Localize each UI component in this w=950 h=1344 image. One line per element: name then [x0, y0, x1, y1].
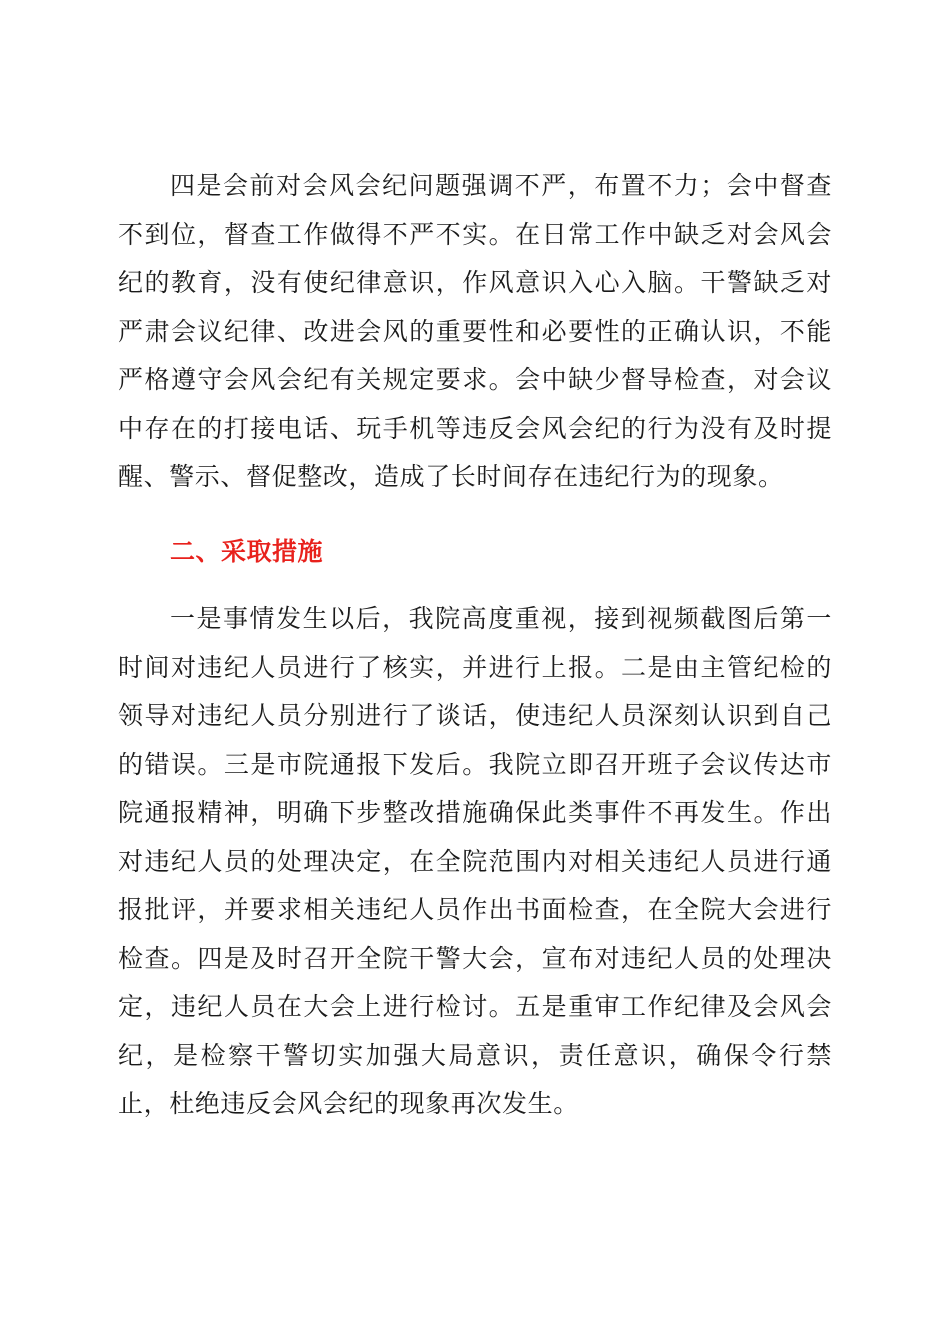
section-heading-measures: 二、采取措施: [170, 537, 324, 566]
body-paragraph-issue-four: 四是会前对会风会纪问题强调不严，布置不力；会中督查不到位，督查工作做得不严不实。在日常工作中缺乏对会风会纪的教育，没有使纪律意识，作风意识入心入脑。干警缺乏对严肃会议纪律、改进会风的重要性和必要性的正确认识，不能严格遵守会风会纪有关规定要求。会中缺少督导检查，对会议中存在的打接电话、玩手机等违反会风会纪的行为没有及时提醒、警示、督促整改，造成了长时间存在违纪行为的现象。: [118, 171, 832, 491]
body-paragraph-measures: 一是事情发生以后，我院高度重视，接到视频截图后第一时间对违纪人员进行了核实，并进行上报。二是由主管纪检的领导对违纪人员分别进行了谈话，使违纪人员深刻认识到自己的错误。三是市院通报下发后。我院立即召开班子会议传达市院通报精神，明确下步整改措施确保此类事件不再发生。作出对违纪人员的处理决定，在全院范围内对相关违纪人员进行通报批评，并要求相关违纪人员作出书面检查，在全院大会进行检查。四是及时召开全院干警大会，宣布对违纪人员的处理决定，违纪人员在大会上进行检讨。五是重审工作纪律及会风会纪，是检察干警切实加强大局意识，责任意识，确保令行禁止，杜绝违反会风会纪的现象再次发生。: [118, 604, 832, 1118]
